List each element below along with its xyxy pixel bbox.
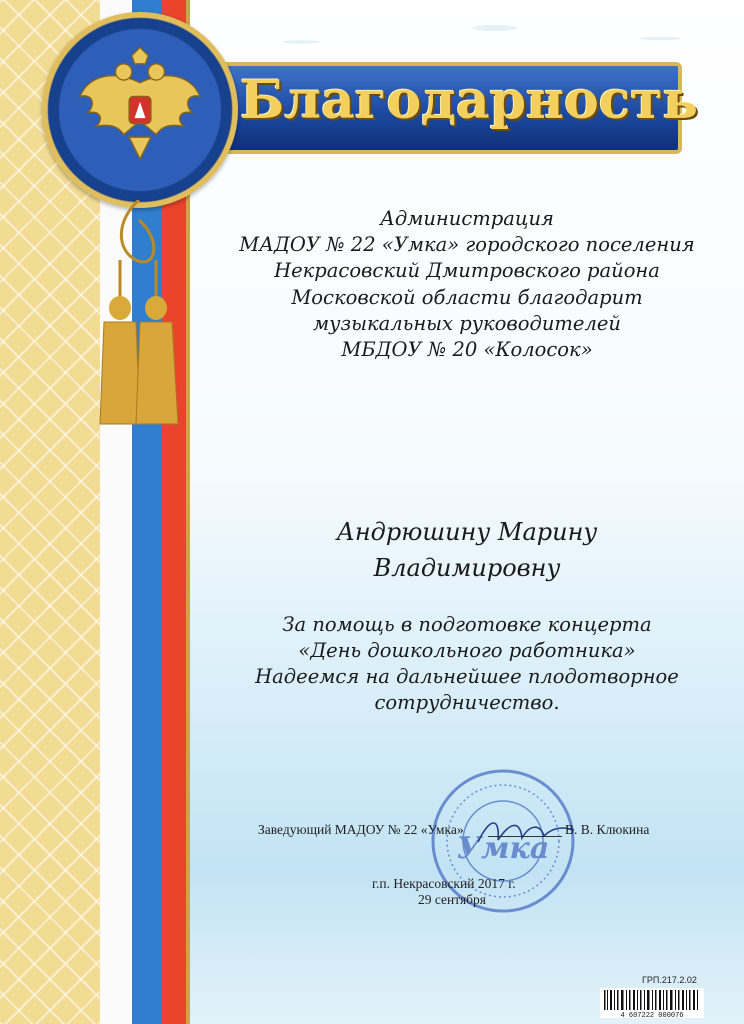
product-code: ГРП.217.2.02 — [642, 975, 697, 985]
admin-line: Московской области благодарит — [291, 285, 643, 309]
certificate-title: Благодарность — [240, 70, 698, 131]
place-year: г.п. Некрасовский 2017 г. — [372, 876, 516, 891]
stamp-text: Умка — [456, 831, 550, 866]
reason-line: «День дошкольного работника» — [298, 639, 636, 662]
admin-line: музыкальных руководителей — [313, 311, 621, 335]
signer-name: В. В. Клюкина — [565, 822, 650, 837]
admin-line: МБДОУ № 20 «Колосок» — [341, 338, 593, 362]
handwritten-signature — [470, 812, 580, 852]
gold-tassel-icon — [96, 200, 182, 432]
recipient-name — [190, 514, 744, 586]
admin-line: Некрасовский Дмитровского района — [274, 259, 660, 283]
barcode-number: 4 607222 000076 — [620, 1012, 684, 1018]
barcode — [600, 988, 704, 1018]
recipient-line: Андрюшину Марину — [336, 518, 598, 546]
reason-line: сотрудничество. — [374, 691, 560, 714]
signature-line — [488, 836, 562, 837]
double-headed-eagle-icon — [72, 42, 208, 178]
reason-line: За помощь в подготовке концерта — [282, 613, 652, 636]
top-floral-pattern — [190, 0, 744, 70]
signer-position: Заведующий МАДОУ № 22 «Умка» — [258, 822, 464, 837]
barcode-bars — [604, 990, 698, 1010]
issue-date: 29 сентября — [418, 892, 487, 907]
reason-line: Надеемся на дальнейшее плодотворное — [255, 665, 679, 688]
recipient-line: Владимировну — [373, 554, 561, 582]
admin-line: МАДОУ № 22 «Умка» городского поселения — [239, 233, 695, 257]
administration-text — [190, 206, 744, 363]
reason-text — [190, 612, 744, 716]
admin-line: Администрация — [380, 207, 554, 230]
